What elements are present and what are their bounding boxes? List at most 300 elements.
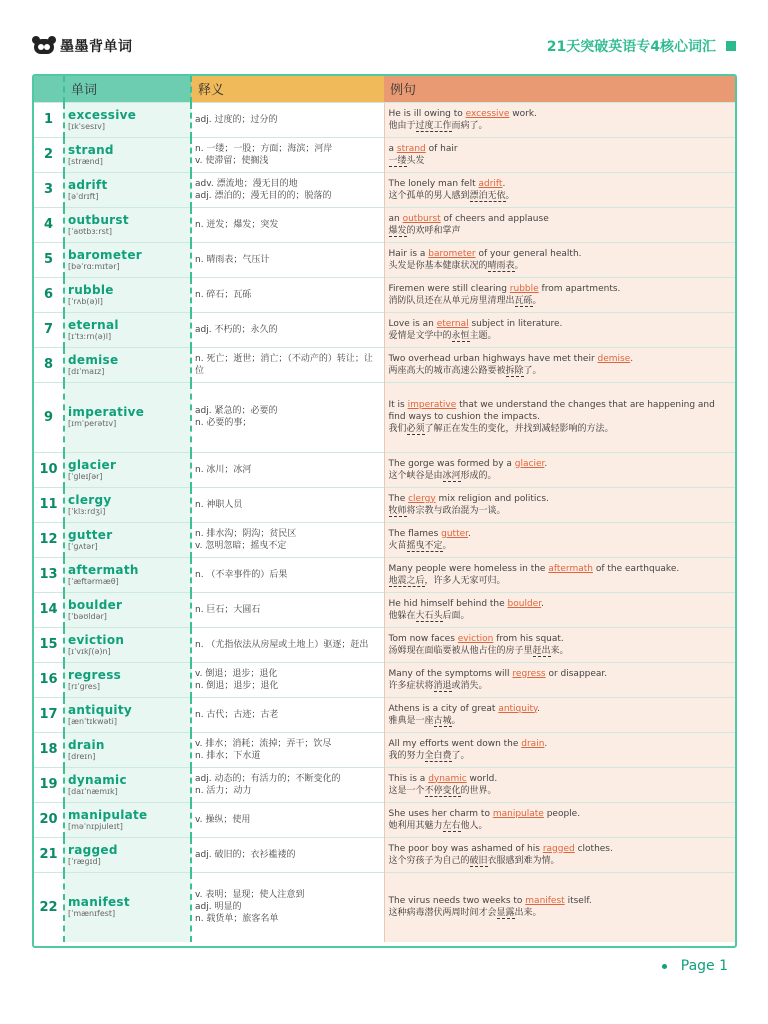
highlighted-translation: 不停变化: [424, 785, 461, 796]
highlighted-translation: 地震之后: [388, 575, 425, 586]
highlighted-word: manipulate: [492, 808, 544, 819]
example-text-segment: Two overhead urban highways have met their: [388, 353, 598, 364]
row-number: 22: [34, 872, 64, 942]
example-english: [389, 703, 732, 715]
phonetic-text: [ˈræɡɪd]: [68, 856, 101, 866]
row-number: 20: [34, 802, 64, 837]
table-row: [34, 557, 735, 592]
definition-line: n. 碎石；瓦砾: [195, 289, 252, 300]
word-text: eternal: [68, 317, 119, 332]
example-chinese: [389, 680, 732, 692]
example-chinese: [389, 260, 732, 272]
translation-text-segment: 头发: [406, 155, 425, 166]
definition-line: v. 倒退；退步；退化: [195, 668, 278, 679]
table-row: [34, 207, 735, 242]
row-number: 16: [34, 662, 64, 697]
definition-line: adv. 漂流地；漫无目的地: [195, 178, 298, 189]
translation-text-segment: 的欢呼和掌声: [406, 225, 461, 236]
definition-line: n. 冰川；冰河: [195, 464, 252, 475]
example-text-segment: The: [388, 493, 409, 504]
header-example: 例句: [384, 76, 735, 102]
highlighted-word: imperative: [407, 400, 457, 410]
definition-line: n. 古代；古迹；古老: [195, 709, 279, 720]
highlighted-translation: 瓦砾: [514, 295, 533, 306]
table-row: [34, 662, 735, 697]
example-text-segment: The lonely man felt: [388, 178, 479, 189]
example-cell: [384, 627, 735, 662]
example-cell: [384, 277, 735, 312]
example-english: [389, 528, 732, 540]
example-cell: [384, 837, 735, 872]
example-english: [389, 213, 732, 225]
example-text-segment: itself.: [564, 896, 592, 907]
example-chinese: [389, 785, 732, 797]
table-row: [34, 627, 735, 662]
row-number: 2: [34, 137, 64, 172]
word-text: glacier: [68, 457, 117, 472]
word-cell: [64, 277, 191, 312]
example-text-segment: .: [544, 738, 548, 749]
page-footer: [662, 956, 728, 976]
definition-line: adj. 不朽的；永久的: [195, 324, 278, 335]
example-english: [389, 668, 732, 680]
table-row: [34, 732, 735, 767]
row-number: 13: [34, 557, 64, 592]
definition-line: n. 排水；下水道: [195, 750, 261, 761]
word-cell: [64, 172, 191, 207]
highlighted-word: ragged: [542, 843, 575, 854]
definition-line: n. 迸发；爆发；突发: [195, 219, 279, 230]
translation-text-segment: 我们: [388, 424, 407, 434]
definition-cell: [191, 592, 384, 627]
word-text: rubble: [68, 282, 114, 297]
table-row: [34, 312, 735, 347]
word-text: adrift: [68, 177, 108, 192]
phonetic-text: [ˈɡʌtər]: [68, 541, 98, 551]
example-text-segment: of cheers and applause: [440, 213, 549, 224]
highlighted-translation: 显露: [496, 908, 515, 919]
highlighted-word: strand: [396, 143, 426, 154]
header-definition: 释义: [191, 76, 384, 102]
word-cell: [64, 557, 191, 592]
document-title: [547, 32, 736, 60]
row-number: 4: [34, 207, 64, 242]
definition-line: n. 活力；动力: [195, 785, 252, 796]
definition-line: v. 使滞留；使搁浅: [195, 155, 269, 166]
word-cell: [64, 662, 191, 697]
example-chinese: [389, 120, 732, 132]
word-text: ragged: [68, 842, 118, 857]
example-cell: [384, 207, 735, 242]
example-cell: [384, 242, 735, 277]
word-cell: [64, 487, 191, 522]
definition-cell: [191, 102, 384, 137]
page-header: [32, 32, 736, 60]
translation-text-segment: 爱情是文学中的: [388, 330, 452, 341]
example-text-segment: people.: [543, 808, 581, 819]
row-number: 8: [34, 347, 64, 382]
highlighted-translation: 晴雨表: [487, 260, 515, 271]
word-cell: [64, 102, 191, 137]
translation-text-segment: 将宗教与政治混为一谈。: [406, 505, 506, 516]
definition-line: v. 操纵；使用: [195, 814, 251, 825]
example-chinese: [389, 365, 732, 377]
word-cell: [64, 347, 191, 382]
word-text: aftermath: [68, 562, 139, 577]
word-cell: [64, 767, 191, 802]
translation-text-segment: ，许多人无家可归。: [424, 575, 506, 586]
translation-text-segment: 头发是你基本健康状况的: [388, 260, 488, 271]
phonetic-text: [ɪˈtɜːrn(ə)l]: [68, 331, 112, 341]
example-text-segment: Firemen were still clearing: [388, 283, 510, 294]
highlighted-word: barometer: [428, 248, 476, 259]
highlighted-word: antiquity: [498, 703, 538, 714]
example-chinese: [389, 295, 732, 307]
example-text-segment: work.: [509, 108, 537, 119]
example-text-segment: world.: [466, 773, 498, 784]
translation-text-segment: 。: [514, 260, 524, 271]
example-text-segment: .: [630, 353, 634, 364]
document-title-text: 21天突破英语专4核心词汇: [546, 39, 716, 55]
definition-cell: [191, 627, 384, 662]
phonetic-text: [ˈmænɪfest]: [68, 909, 116, 919]
example-cell: [384, 382, 735, 452]
row-number: 9: [34, 382, 64, 452]
translation-text-segment: 他由于: [388, 120, 416, 131]
definition-line: v. 表明；显现；使人注意到: [195, 890, 305, 901]
example-english: [389, 738, 732, 750]
example-text-segment: He hid himself behind the: [388, 598, 508, 609]
word-text: demise: [68, 352, 119, 367]
example-chinese: [389, 540, 732, 552]
phonetic-text: [dɪˈmaɪz]: [68, 366, 105, 376]
definition-cell: [191, 137, 384, 172]
phonetic-text: [ˈklɜːrdʒi]: [68, 506, 106, 516]
row-number: 19: [34, 767, 64, 802]
example-chinese: [389, 610, 732, 622]
translation-text-segment: 。: [442, 540, 452, 551]
definition-cell: [191, 242, 384, 277]
definition-line: adj. 破旧的；衣衫褴褛的: [195, 849, 296, 860]
word-text: antiquity: [68, 702, 132, 717]
row-number: 11: [34, 487, 64, 522]
example-chinese: [389, 855, 732, 867]
example-english: [389, 283, 732, 295]
highlighted-word: adrift: [478, 178, 503, 189]
highlighted-translation: 永恒: [451, 330, 470, 341]
row-number: 12: [34, 522, 64, 557]
phonetic-text: [bəˈrɑːmɪtər]: [68, 261, 120, 271]
definition-line: n. 一缕；一股；方面；海滨；河岸: [195, 143, 333, 154]
highlighted-word: drain: [521, 738, 545, 749]
phonetic-text: [məˈnɪpjuleɪt]: [68, 821, 123, 831]
highlighted-translation: 消退: [433, 680, 452, 691]
example-text-segment: Love is an: [388, 318, 437, 329]
example-text-segment: subject in literature.: [468, 318, 563, 329]
highlighted-word: aftermath: [548, 563, 593, 574]
example-text-segment: He is ill owing to: [388, 108, 466, 119]
highlighted-word: rubble: [509, 283, 539, 294]
example-text-segment: This is a: [388, 773, 429, 784]
highlighted-word: eternal: [436, 318, 469, 329]
example-cell: [384, 767, 735, 802]
definition-line: adj. 动态的；有活力的；不断变化的: [195, 773, 341, 784]
example-english: [389, 895, 732, 907]
example-chinese: [389, 750, 732, 762]
word-cell: [64, 697, 191, 732]
example-text-segment: All my efforts went down the: [388, 738, 522, 749]
word-cell: [64, 452, 191, 487]
definition-line: n. （不幸事件的）后果: [195, 569, 288, 580]
definition-line: n. 必要的事；: [195, 418, 252, 428]
header-word: 单词: [64, 76, 191, 102]
example-text-segment: The flames: [388, 528, 442, 539]
highlighted-translation: 大石头: [415, 610, 443, 621]
table-row: [34, 487, 735, 522]
example-text-segment: from his squat.: [493, 633, 564, 644]
example-text-segment: Many of the symptoms will: [388, 668, 513, 679]
word-cell: [64, 312, 191, 347]
definition-cell: [191, 172, 384, 207]
translation-text-segment: 这个孤单的男人感到: [388, 190, 470, 201]
definition-cell: [191, 277, 384, 312]
table-row: [34, 697, 735, 732]
example-english: [389, 493, 732, 505]
word-cell: [64, 522, 191, 557]
definition-cell: [191, 802, 384, 837]
word-cell: [64, 872, 191, 942]
word-text: excessive: [68, 107, 137, 122]
translation-text-segment: 而病了。: [451, 120, 488, 131]
definition-cell: [191, 767, 384, 802]
row-number: 18: [34, 732, 64, 767]
example-text-segment: .: [502, 178, 506, 189]
example-english: [389, 178, 732, 190]
example-cell: [384, 802, 735, 837]
translation-text-segment: 汤姆现在面临要被从他占住的房子里: [388, 645, 533, 656]
square-marker-icon: [726, 41, 736, 51]
highlighted-translation: 牧师: [388, 505, 407, 516]
example-chinese: [389, 330, 732, 342]
example-cell: [384, 662, 735, 697]
definition-line: v. 排水；消耗；流掉；弄干；饮尽: [195, 738, 332, 749]
highlighted-translation: 必须: [406, 424, 425, 434]
definition-cell: [191, 732, 384, 767]
translation-text-segment: 。: [532, 295, 542, 306]
example-cell: [384, 312, 735, 347]
translation-text-segment: 火苗: [388, 540, 407, 551]
example-cell: [384, 592, 735, 627]
translation-text-segment: 雅典是一座: [388, 715, 434, 726]
table-row: [34, 172, 735, 207]
translation-text-segment: 我的努力: [388, 750, 425, 761]
definition-cell: [191, 837, 384, 872]
translation-text-segment: 。: [451, 715, 461, 726]
example-english: [389, 143, 732, 155]
word-cell: [64, 382, 191, 452]
highlighted-translation: 全白费: [424, 750, 452, 761]
example-english: [389, 399, 732, 423]
translation-text-segment: 形成的。: [460, 470, 497, 481]
definition-cell: [191, 347, 384, 382]
row-number: 3: [34, 172, 64, 207]
translation-text-segment: 来。: [550, 645, 569, 656]
example-cell: [384, 452, 735, 487]
highlighted-translation: 漂泊无依: [469, 190, 506, 201]
definition-cell: [191, 522, 384, 557]
phonetic-text: [ɪmˈperətɪv]: [68, 419, 117, 428]
translation-text-segment: 或消失。: [451, 680, 488, 691]
example-chinese: [389, 575, 732, 587]
row-number: 1: [34, 102, 64, 137]
word-cell: [64, 802, 191, 837]
example-text-segment: .: [544, 458, 548, 469]
translation-text-segment: 了。: [451, 750, 470, 761]
table-row: [34, 802, 735, 837]
word-text: boulder: [68, 597, 123, 612]
word-text: eviction: [68, 632, 125, 647]
table-row: [34, 102, 735, 137]
example-english: [389, 248, 732, 260]
example-text-segment: .: [468, 528, 471, 539]
example-cell: [384, 697, 735, 732]
word-text: strand: [68, 142, 114, 157]
example-text-segment: Hair is a: [388, 248, 429, 259]
example-text-segment: She uses her charm to: [388, 808, 493, 819]
definition-cell: [191, 207, 384, 242]
highlighted-translation: 摇曳不定: [406, 540, 443, 551]
definition-line: n. 死亡；逝世；消亡；（不动产的）转让；让位: [195, 353, 373, 376]
row-number: 6: [34, 277, 64, 312]
example-text-segment: that we understand the changes that are happening and find ways to cushion the impacts.: [388, 400, 715, 422]
example-english: [389, 843, 732, 855]
translation-text-segment: 了解正在发生的变化，并找到减轻影响的方法。: [424, 424, 614, 434]
translation-text-segment: 许多症状将: [388, 680, 434, 691]
word-text: outburst: [68, 212, 129, 227]
example-english: [389, 318, 732, 330]
definition-cell: [191, 382, 384, 452]
example-text-segment: of your general health.: [475, 248, 582, 259]
example-text-segment: a: [388, 143, 397, 154]
highlighted-word: demise: [597, 353, 631, 364]
header-number: [34, 76, 64, 102]
phonetic-text: [ɪˈvɪkʃ(ə)n]: [68, 646, 111, 656]
word-text: manifest: [68, 895, 130, 910]
translation-text-segment: 两座高大的城市高速公路要被: [388, 365, 506, 376]
example-text-segment: The gorge was formed by a: [388, 458, 515, 469]
definition-line: n. 神职人员: [195, 499, 243, 510]
table-body: [34, 102, 735, 942]
highlighted-word: boulder: [507, 598, 542, 609]
table-row: [34, 382, 735, 452]
translation-text-segment: 的世界。: [460, 785, 497, 796]
word-cell: [64, 627, 191, 662]
highlighted-word: gutter: [441, 528, 469, 539]
example-english: [389, 633, 732, 645]
phonetic-text: [ɪkˈsesɪv]: [68, 121, 106, 131]
highlighted-word: glacier: [514, 458, 545, 469]
example-cell: [384, 172, 735, 207]
table-row: [34, 347, 735, 382]
example-chinese: [389, 820, 732, 832]
highlighted-translation: 破旧: [469, 855, 488, 866]
highlighted-translation: 古城: [433, 715, 452, 726]
definition-cell: [191, 557, 384, 592]
example-text-segment: an: [388, 213, 403, 224]
example-english: [389, 353, 732, 365]
example-text-segment: from apartments.: [538, 283, 621, 294]
word-text: clergy: [68, 492, 112, 507]
example-cell: [384, 732, 735, 767]
vocabulary-table: [34, 76, 735, 942]
table-row: [34, 242, 735, 277]
example-text-segment: or disappear.: [545, 668, 608, 679]
example-text-segment: Many people were homeless in the: [388, 563, 549, 574]
definition-cell: [191, 487, 384, 522]
example-text-segment: mix religion and politics.: [435, 493, 549, 504]
definition-line: n. 晴雨表；气压计: [195, 254, 270, 265]
word-text: regress: [68, 667, 122, 682]
translation-text-segment: 消防队员还在从单元房里清理出: [388, 295, 515, 306]
example-cell: [384, 522, 735, 557]
row-number: 7: [34, 312, 64, 347]
translation-text-segment: 这个峡谷是由: [388, 470, 443, 481]
definition-cell: [191, 697, 384, 732]
table-row: [34, 767, 735, 802]
definition-line: n. （尤指依法从房屋或土地上）驱逐；赶出: [195, 639, 369, 650]
brand: [32, 32, 133, 60]
table-row: [34, 452, 735, 487]
definition-line: adj. 过度的；过分的: [195, 114, 278, 125]
example-chinese: [389, 470, 732, 482]
example-chinese: [389, 423, 732, 435]
highlighted-word: regress: [512, 668, 546, 679]
phonetic-text: [daɪˈnæmɪk]: [68, 786, 118, 796]
definition-cell: [191, 452, 384, 487]
phonetic-text: [ˈaʊtbɜːrst]: [68, 226, 113, 236]
definition-line: adj. 漂泊的；漫无目的的；脱落的: [195, 190, 332, 201]
row-number: 15: [34, 627, 64, 662]
vocabulary-table-container: [32, 74, 737, 948]
phonetic-text: [ˈæftərmæθ]: [68, 576, 119, 586]
highlighted-translation: 左右: [442, 820, 461, 831]
table-row: [34, 522, 735, 557]
example-text-segment: It is: [388, 400, 408, 410]
example-text-segment: .: [537, 703, 540, 714]
example-text-segment: The virus needs two weeks to: [388, 896, 526, 907]
translation-text-segment: 主题。: [469, 330, 497, 341]
translation-text-segment: 他人。: [460, 820, 488, 831]
translation-text-segment: 这是一个: [388, 785, 425, 796]
word-cell: [64, 207, 191, 242]
phonetic-text: [ˈrʌb(ə)l]: [68, 296, 103, 306]
word-text: dynamic: [68, 772, 127, 787]
row-number: 14: [34, 592, 64, 627]
row-number: 17: [34, 697, 64, 732]
example-cell: [384, 102, 735, 137]
example-text-segment: The poor boy was ashamed of his: [388, 843, 543, 854]
word-cell: [64, 837, 191, 872]
example-text-segment: clothes.: [574, 843, 613, 854]
example-english: [389, 808, 732, 820]
highlighted-word: clergy: [408, 493, 436, 504]
word-text: manipulate: [68, 807, 148, 822]
phonetic-text: [ˈɡleɪʃər]: [68, 471, 103, 481]
example-cell: [384, 872, 735, 942]
example-chinese: [389, 645, 732, 657]
table-row: [34, 592, 735, 627]
translation-text-segment: 他躲在: [388, 610, 416, 621]
